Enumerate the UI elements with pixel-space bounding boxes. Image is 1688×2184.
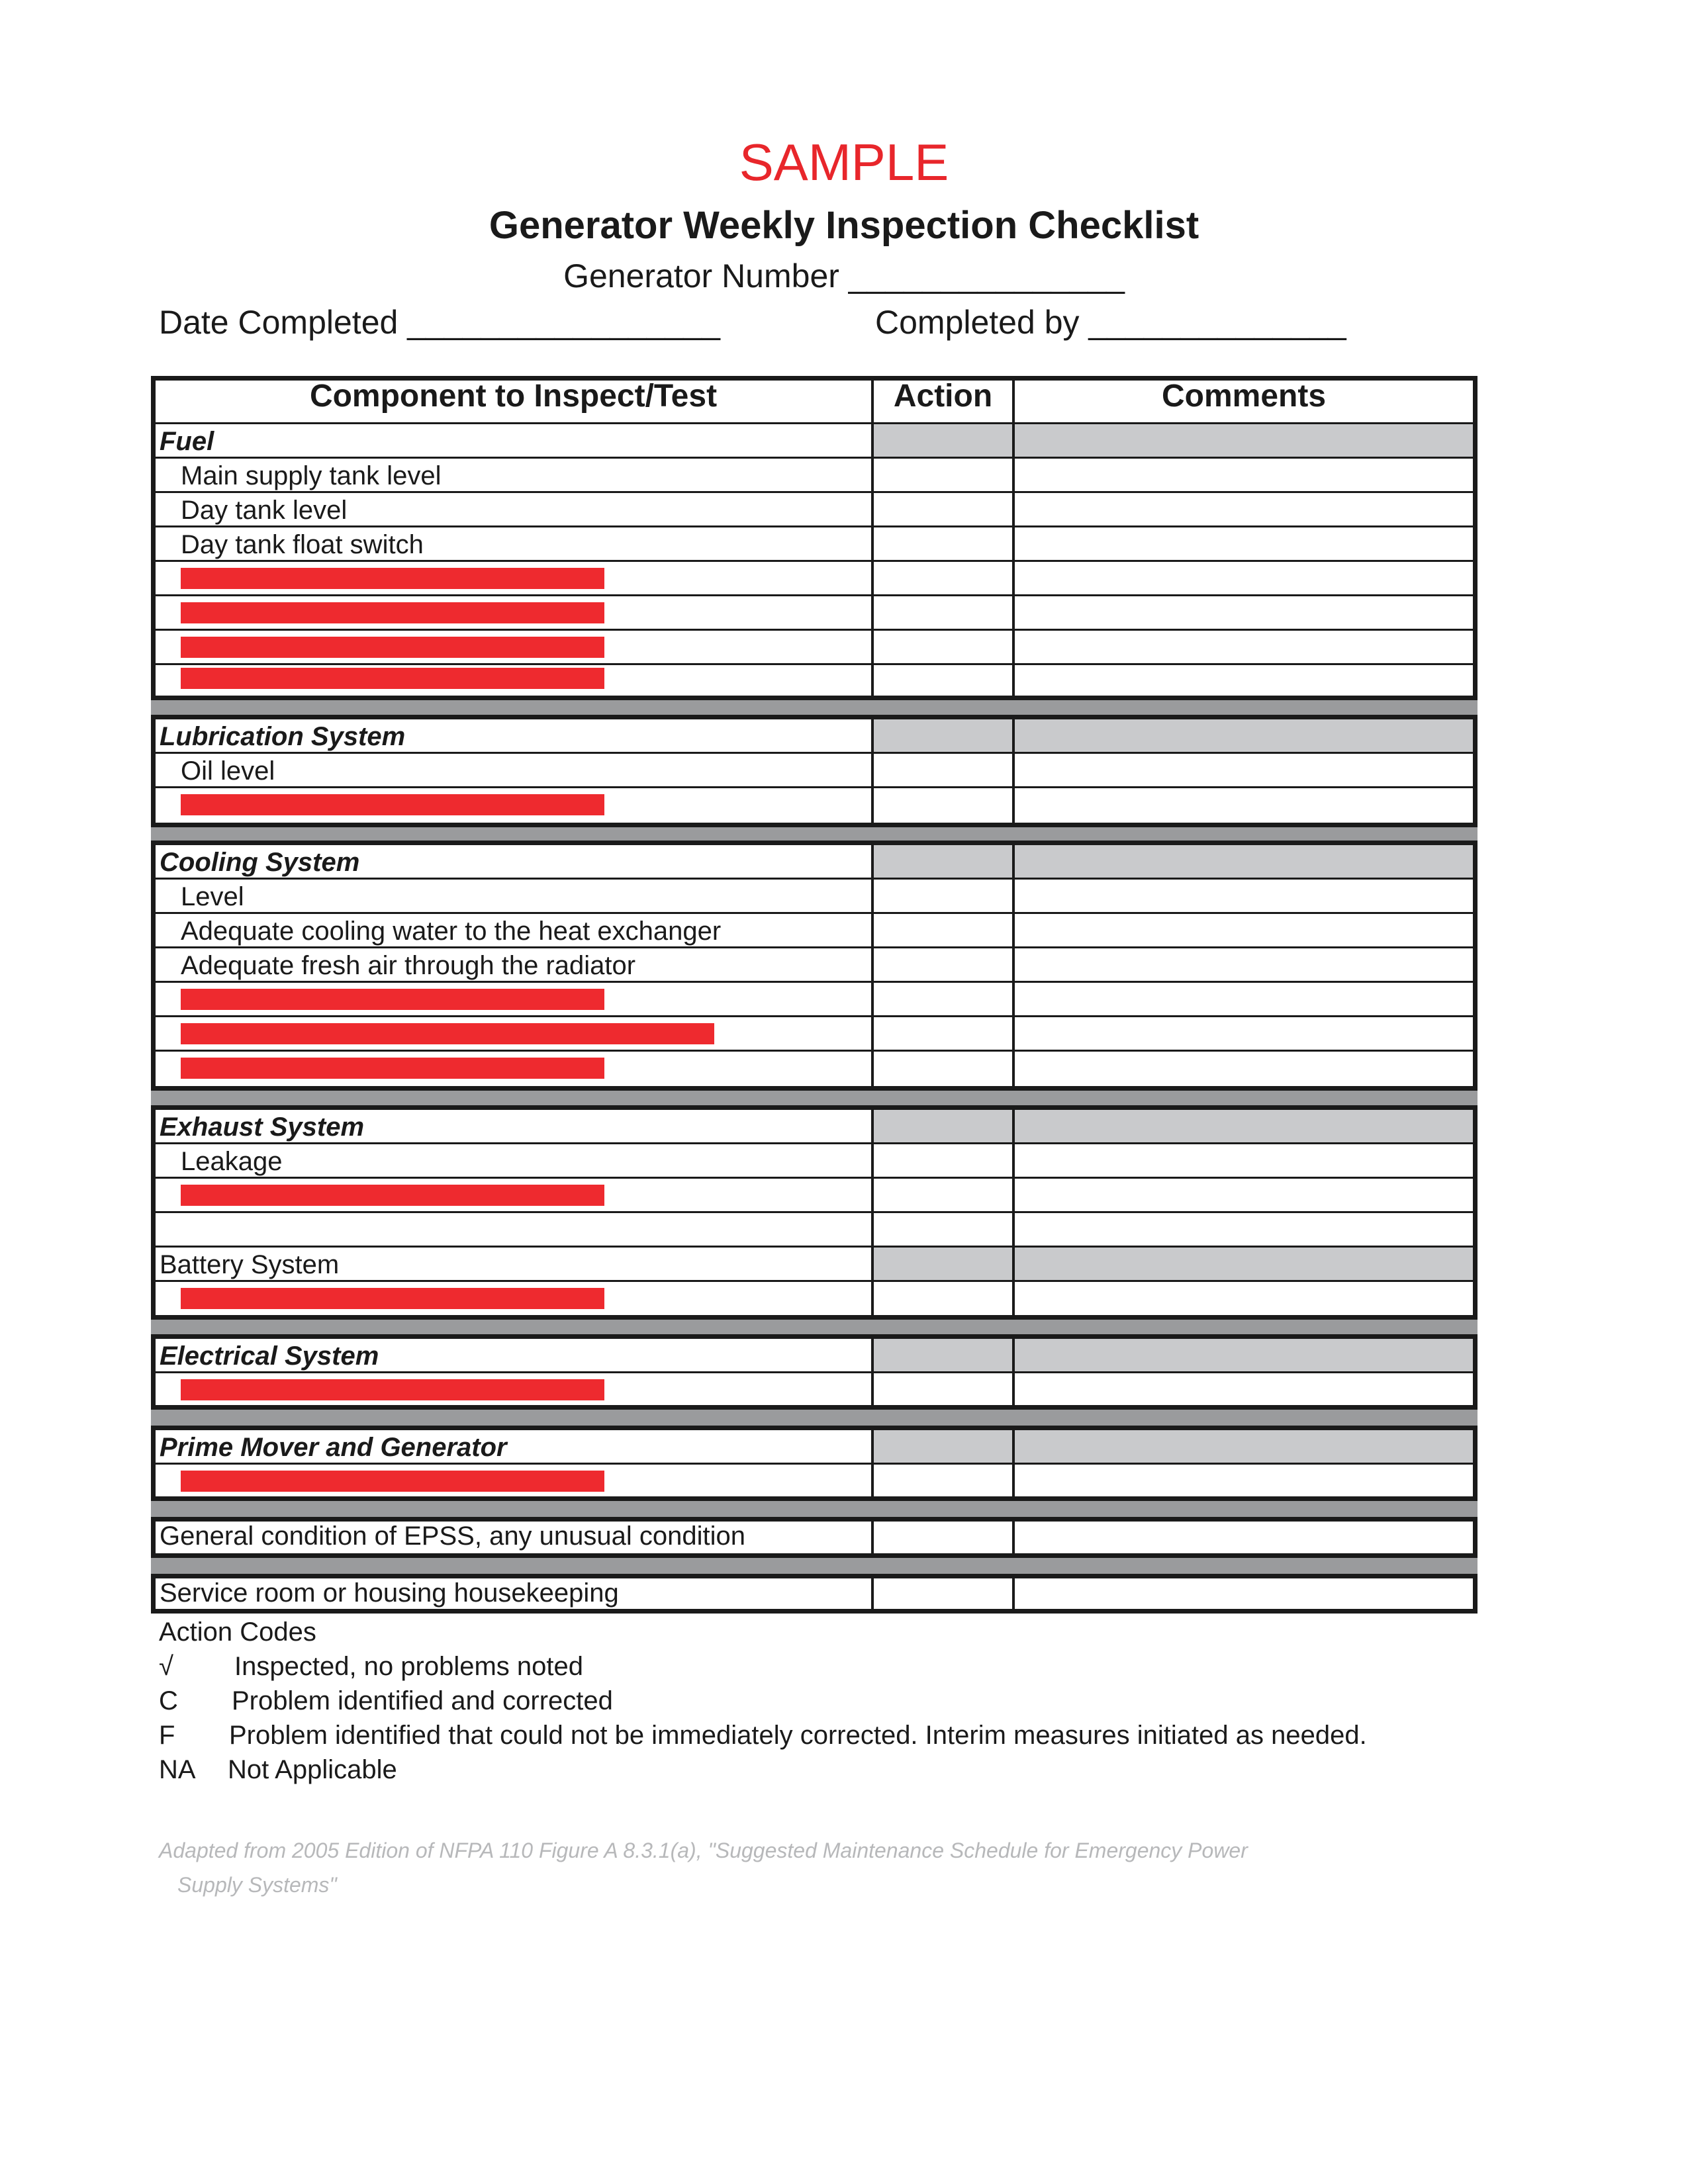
action-cell[interactable] — [874, 1465, 1015, 1496]
action-cell[interactable] — [874, 1017, 1015, 1050]
action-cell[interactable] — [874, 1522, 1015, 1553]
comments-cell[interactable] — [1015, 1017, 1473, 1050]
item-label: General condition of EPSS, any unusual condition — [160, 1522, 746, 1551]
table-row — [156, 562, 1473, 596]
action-code-row — [159, 1752, 397, 1787]
footnote-line: Adapted from 2005 Edition of NFPA 110 Figure A 8.3.1(a), "Suggested Maintenance Schedule for Emergency Power — [159, 1839, 1248, 1862]
comments-cell[interactable] — [1015, 754, 1473, 786]
table-header-row — [156, 381, 1473, 424]
comments-cell[interactable] — [1015, 1179, 1473, 1211]
page-title: Generator Weekly Inspection Checklist — [489, 204, 1199, 247]
redaction-bar — [181, 1185, 604, 1206]
action-codes-legend — [159, 1615, 1367, 1787]
section-title: Prime Mover and Generator — [160, 1433, 507, 1462]
redaction-bar — [181, 1058, 604, 1079]
action-cell[interactable] — [874, 1213, 1015, 1246]
comments-cell[interactable] — [1015, 1052, 1473, 1086]
item-label: Adequate fresh air through the radiator — [181, 951, 636, 980]
comments-cell[interactable] — [1015, 1213, 1473, 1246]
table-row — [156, 596, 1473, 631]
table-row — [156, 1052, 1473, 1086]
table-row — [156, 1144, 1473, 1179]
section-divider — [151, 1091, 1477, 1105]
section-title: Battery System — [160, 1250, 340, 1279]
item-label: Service room or housing housekeeping — [160, 1578, 619, 1608]
table-row — [156, 1213, 1473, 1248]
table-row — [156, 1282, 1473, 1315]
comments-cell[interactable] — [1015, 948, 1473, 981]
footnote-line: Supply Systems" — [177, 1873, 337, 1897]
action-cell[interactable] — [874, 983, 1015, 1015]
redaction-bar — [181, 1379, 604, 1400]
action-code-symbol: F — [159, 1721, 175, 1750]
redaction-bar — [181, 1288, 604, 1309]
action-code-symbol: C — [159, 1686, 178, 1715]
action-cell[interactable] — [874, 880, 1015, 912]
action-cell[interactable] — [874, 1179, 1015, 1211]
action-codes-title: Action Codes — [159, 1617, 316, 1647]
action-code-row — [159, 1718, 1367, 1752]
item-label: Main supply tank level — [181, 461, 442, 490]
section-title: Fuel — [160, 427, 214, 456]
header-component: Component to Inspect/Test — [156, 381, 874, 422]
redaction-bar — [181, 637, 604, 658]
action-code-description: Inspected, no problems noted — [234, 1652, 584, 1681]
table-row — [156, 459, 1473, 493]
action-cell[interactable] — [874, 493, 1015, 525]
section-lubrication — [156, 719, 1473, 754]
action-cell[interactable] — [874, 948, 1015, 981]
action-cell[interactable] — [874, 562, 1015, 594]
comments-cell[interactable] — [1015, 493, 1473, 525]
redaction-bar — [181, 1023, 714, 1044]
section-cooling — [156, 845, 1473, 880]
action-cell[interactable] — [874, 631, 1015, 663]
comments-cell[interactable] — [1015, 459, 1473, 491]
section-divider — [151, 1320, 1477, 1334]
header-comments: Comments — [1161, 379, 1327, 414]
redaction-bar — [181, 1471, 604, 1492]
section-title: Electrical System — [160, 1342, 379, 1371]
redaction-bar — [181, 794, 604, 815]
redaction-bar — [181, 668, 604, 689]
item-label: Adequate cooling water to the heat exchanger — [181, 917, 722, 946]
action-cell[interactable] — [874, 788, 1015, 823]
comments-cell[interactable] — [1015, 596, 1473, 629]
section-fuel — [156, 424, 1473, 459]
exhaust-battery-group — [151, 1105, 1477, 1320]
action-code-symbol: √ — [159, 1652, 173, 1681]
completed-by-field[interactable]: Completed by ______________ — [875, 304, 1346, 341]
comments-cell[interactable] — [1015, 665, 1473, 696]
action-cell[interactable] — [874, 914, 1015, 946]
electrical-group — [151, 1334, 1477, 1410]
action-cell[interactable] — [874, 1578, 1015, 1609]
table-row — [156, 1017, 1473, 1052]
table-row — [156, 1578, 1473, 1609]
table-row — [156, 631, 1473, 665]
section-title: Cooling System — [160, 848, 360, 877]
action-code-description: Problem identified that could not be immediately corrected. Interim measures initiated as needed. — [229, 1721, 1367, 1750]
lubrication-group — [151, 715, 1477, 827]
action-cell[interactable] — [874, 1144, 1015, 1177]
cooling-group — [151, 841, 1477, 1091]
section-divider — [151, 700, 1477, 715]
table-row — [156, 983, 1473, 1017]
item-label: Day tank float switch — [181, 530, 424, 559]
source-footnote — [159, 1833, 1350, 1902]
section-divider — [151, 1501, 1477, 1517]
comments-cell[interactable] — [1015, 880, 1473, 912]
action-code-row — [159, 1684, 613, 1718]
action-code-symbol: NA — [159, 1755, 196, 1784]
comments-cell[interactable] — [1015, 1144, 1473, 1177]
generator-number-field[interactable]: Generator Number _______________ — [563, 257, 1125, 295]
table-row — [156, 880, 1473, 914]
action-cell[interactable] — [874, 665, 1015, 696]
table-row — [156, 788, 1473, 823]
table-row — [156, 1179, 1473, 1213]
comments-cell[interactable] — [1015, 1578, 1473, 1609]
comments-cell[interactable] — [1015, 1465, 1473, 1496]
item-label: Level — [181, 882, 244, 911]
table-row — [156, 1465, 1473, 1496]
redaction-bar — [181, 568, 604, 589]
comments-cell[interactable] — [1015, 788, 1473, 823]
prime-mover-group — [151, 1426, 1477, 1501]
section-divider — [151, 827, 1477, 841]
table-row — [156, 948, 1473, 983]
section-divider — [151, 1410, 1477, 1426]
action-cell[interactable] — [874, 459, 1015, 491]
action-cell[interactable] — [874, 1282, 1015, 1315]
table-row — [156, 665, 1473, 696]
header-action: Action — [874, 381, 1015, 422]
action-cell[interactable] — [874, 1373, 1015, 1405]
section-divider — [151, 1558, 1477, 1574]
section-battery — [156, 1248, 1473, 1282]
comments-cell[interactable] — [1015, 1282, 1473, 1315]
fuel-group — [151, 376, 1477, 700]
comments-cell[interactable] — [1015, 983, 1473, 1015]
section-electrical — [156, 1339, 1473, 1373]
action-cell[interactable] — [874, 754, 1015, 786]
section-prime-mover — [156, 1430, 1473, 1465]
item-label: Leakage — [181, 1147, 283, 1176]
general-condition-group — [151, 1517, 1477, 1558]
date-completed-field[interactable]: Date Completed _________________ — [159, 304, 720, 341]
section-title: Exhaust System — [160, 1113, 365, 1142]
action-cell[interactable] — [874, 527, 1015, 560]
section-title: Lubrication System — [160, 722, 406, 751]
comments-cell[interactable] — [1015, 562, 1473, 594]
table-row — [156, 914, 1473, 948]
table-row — [156, 527, 1473, 562]
action-code-description: Problem identified and corrected — [232, 1686, 613, 1715]
comments-cell[interactable] — [1015, 914, 1473, 946]
section-exhaust — [156, 1110, 1473, 1144]
comments-cell[interactable] — [1015, 1373, 1473, 1405]
redaction-bar — [181, 602, 604, 623]
item-label: Day tank level — [181, 496, 348, 525]
comments-cell[interactable] — [1015, 1522, 1473, 1553]
comments-cell[interactable] — [1015, 527, 1473, 560]
service-room-group — [151, 1574, 1477, 1614]
action-code-row — [159, 1649, 584, 1684]
action-code-description: Not Applicable — [228, 1755, 397, 1784]
action-cell[interactable] — [874, 596, 1015, 629]
redaction-bar — [181, 989, 604, 1010]
action-cell[interactable] — [874, 1052, 1015, 1086]
table-row — [156, 1522, 1473, 1553]
table-row — [156, 754, 1473, 788]
table-row — [156, 493, 1473, 527]
comments-cell[interactable] — [1015, 631, 1473, 663]
sample-watermark-title: SAMPLE — [739, 133, 949, 191]
table-row — [156, 1373, 1473, 1405]
item-label: Oil level — [181, 756, 275, 786]
